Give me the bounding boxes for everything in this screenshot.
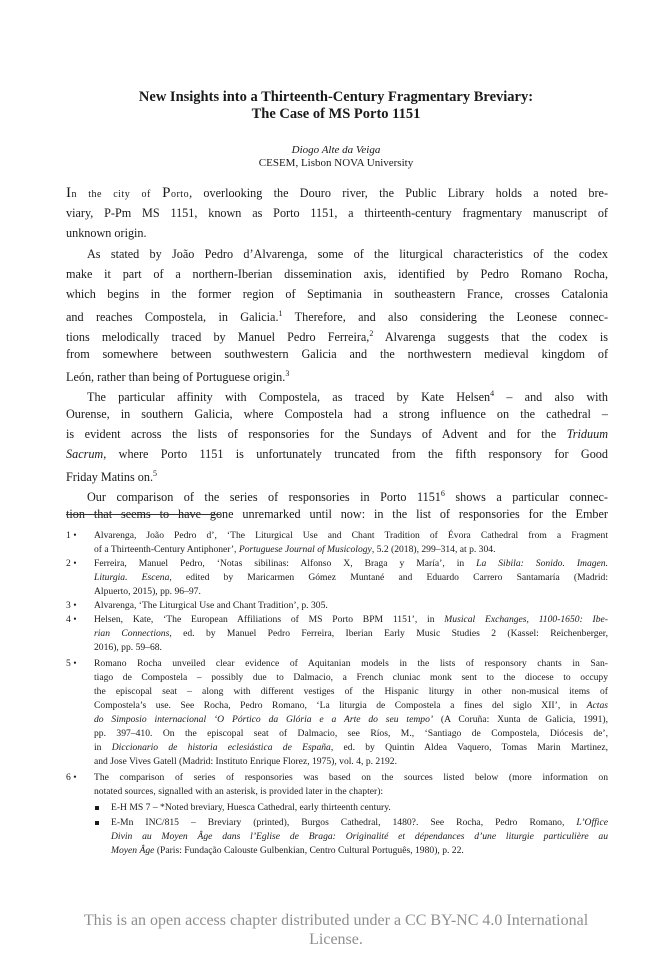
footnote-line: Compostela’s use. See Rocha, Pedro Romano, ‘La liturgia de Compostela a fines del siglo XII’, in Actas [94,700,608,711]
body-line: Friday Matins on.$^5$ [66,469,158,485]
footnote-line: rian Connections, ed. by Manuel Pedro Ferreira, Iberian Early Music Studies 2 (Kassel: Reichenberger, [94,628,608,639]
body-line: The particular affinity with Compostela, as traced by Kate Helsen$^4$ – and also with [87,389,608,405]
body-line: León, rather than being of Portuguese origin.$^3$ [66,369,290,385]
footnote-line: pp. 397–410. On the episcopal seat of Dalmacio, see Ríos, M., ‘Santiago de Compostela, Diócesis de’, [94,728,608,739]
footnote-marker: 3 • [66,600,77,611]
footnote-line: Helsen, Kate, ‘The European Affiliations of MS Porto BPM 1151’, in Musical Exchanges, 1100-1650: Ibe- [94,614,608,625]
footnote-marker: 2 • [66,558,77,569]
footnote-ref-1[interactable]: 1 [278,309,283,318]
footnote-line: Alvarenga, João Pedro d’, ‘The Liturgical Use and Chant Tradition of Évora Cathedral from a Fragment [94,530,608,541]
body-line: Ourense, in southern Galicia, where Compostela had a strong influence on the cathedral – [66,407,608,421]
footnote-marker: 5 • [66,658,77,669]
footnote-ref-5[interactable]: 5 [153,469,158,478]
body-line: Sacrum, where Porto 1151 is unfortunately truncated from the fifth responsory for Good [66,447,608,461]
bullet-icon [94,816,102,830]
footnote-line: Alpuerto, 2015), pp. 96–97. [94,586,201,597]
body-line: unknown origin. [66,226,147,240]
footnote-line: in Diccionario de historia eclesiástica de España, ed. by Quintin Aldea Vaquero, Tomas Marin Martinez, [94,742,608,753]
author-name: Diogo Alte da Veiga [291,144,381,156]
footnote-line: and Jose Vives Gatell (Madrid: Instituto Enrique Florez, 1975), vol. 4, p. 2192. [94,756,398,767]
body-line: make it part of a northern-Iberian dissemination axis, identified by Pedro Romano Rocha, [66,267,608,281]
footnote-marker: 6 • [66,772,77,783]
author-affiliation: CESEM, Lisbon NOVA University [258,157,414,169]
footnote-line: The comparison of series of responsories was based on the sources listed below (more information on [94,772,608,783]
footnote-line: Ferreira, Manuel Pedro, ‘Notas sibilinas: Alfonso X, Braga y María’, in La Sibila: Sonido. Imagen. [94,558,608,569]
footnote-bullet-line: E-H MS 7 – *Noted breviary, Huesca Cathedral, early thirteenth century. [111,802,391,813]
footnote-line: the episcopal seat – along with different vestiges of the Hispanic liturgy in other non-musical items of [94,686,608,697]
footnote-line: do Simposio internacional ‘O Pórtico da Glória e a Arte do seu tempo’ (A Coruña: Xunta de Galicia, 1991), [94,714,608,725]
footnote-line: Alvarenga, ‘The Liturgical Use and Chant Tradition’, p. 305. [94,600,328,611]
body-line: and reaches Compostela, in Galicia.$^1$ Therefore, and also considering the Leonese connec- [66,309,609,325]
footnote-bullet-line: Moyen Âge (Paris: Fundação Calouste Gulbenkian, Centro Cultural Português, 1980), p. 22. [111,845,464,856]
body-line: from somewhere between southwestern Galicia and the northwestern medieval kingdom of [66,347,608,361]
license-notice [0,911,672,949]
footnote-bullet-line: E-Mn INC/815 – Breviary (printed), Burgos Cathedral, 1480?. See Rocha, Pedro Romano, L’Office [111,817,608,828]
body-line: tions melodically traced by Manuel Pedro Ferreira,$^2$ Alvarenga suggests that the codex is [66,329,609,345]
footnote-bullet-line: Divin au Moyen Âge dans l’Eglise de Braga: Originalité et dépendances d’une liturgie particulière au [111,831,608,842]
body-line: tion that seems to have gone unremarked until now: in the list of responsories for the Ember [66,507,608,521]
title-line-2: The Case of MS Porto 1151 [251,106,421,122]
title-line-1: New Insights into a Thirteenth-Century Fragmentary Breviary: [138,89,534,105]
footnote-marker: 4 • [66,614,77,625]
license-line-2: License. [309,931,363,948]
footnote-ref-6[interactable]: 6 [440,489,445,498]
body-line: Our comparison of the series of responsories in Porto 1151$^6$ shows a particular connec- [87,489,608,505]
bullet-icon [94,801,102,815]
body-line: which begins in the former region of Septimania in southeastern France, crosses Catalonia [66,287,608,301]
body-line: In the city of Porto, overlooking the Douro river, the Public Library holds a noted bre- [66,185,609,201]
body-line: As stated by João Pedro d’Alvarenga, some of the liturgical characteristics of the codex [87,247,608,261]
footnote-line: notated sources, signalled with an asterisk, is provided later in the chapter): [94,786,384,797]
footnote-separator [66,514,220,515]
footnote-line: 2016), pp. 59–68. [94,642,162,653]
footnote-ref-3[interactable]: 3 [285,369,290,378]
footnote-marker: 1 • [66,530,77,541]
footnote-line: Romano Rocha unveiled clear evidence of Aquitanian models in the lists of responsory chants in San- [94,658,608,669]
footnote-line: Liturgia. Escena, edited by Maricarmen Gómez Muntané and Eduardo Carrero Santamaría (Madrid: [94,572,608,583]
body-line: viary, P-Pm MS 1151, known as Porto 1151, a thirteenth-century fragmentary manuscript of [66,206,608,220]
footnote-line: tiago de Compostela – possibly due to Dalmacio, a French cluniac monk sent to the diocese to occupy [94,672,608,683]
footnote-ref-4[interactable]: 4 [490,389,495,398]
body-line: is evident across the lists of responsories for the Sundays of Advent and for the Triduum [66,427,609,441]
footnote-line: of a Thirteenth-Century Antiphoner’, Portuguese Journal of Musicology, 5.2 (2018), 299–314, at p. 304. [94,544,496,555]
footnote-ref-2[interactable]: 2 [369,329,374,338]
license-line-1: This is an open access chapter distributed under a CC BY-NC 4.0 International [83,912,589,929]
